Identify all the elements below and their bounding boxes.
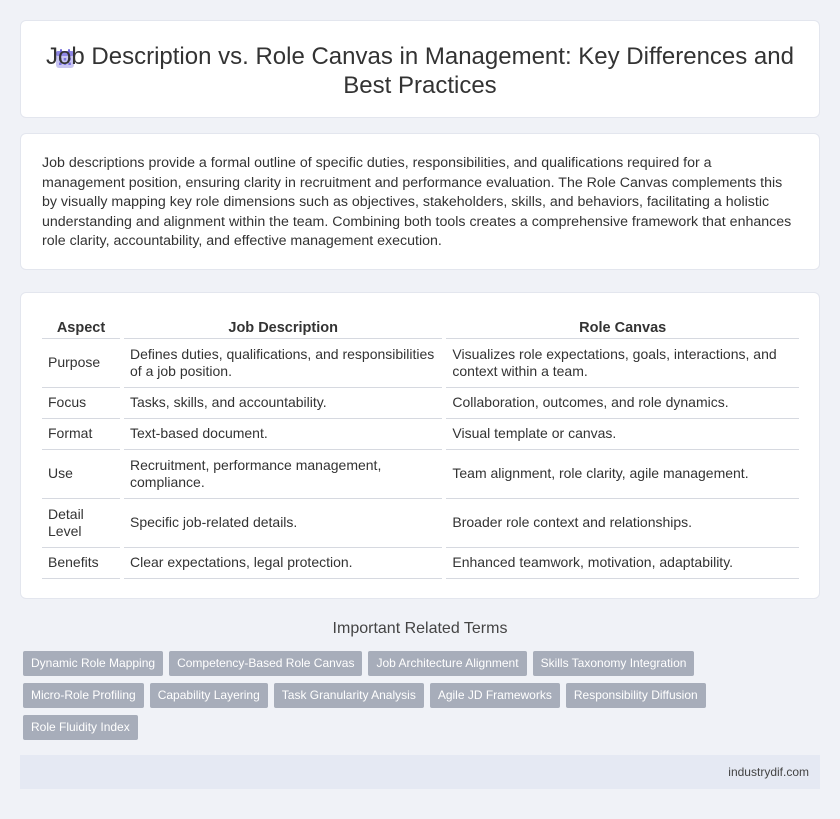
intro-paragraph: Job descriptions provide a formal outline of specific duties, responsibilities, and qualifications required for a management position, ensuring clarity in recruitment and performance evaluation. The Role Canvas complements this by visually mapping key role dimensions such as objectives, stakeholders, skills, and behaviors, facilitating a holistic understanding and alignment within the team. Combining both tools creates a comprehensive framework that enhances role clarity, accountability, and effective management execution. [42, 155, 792, 250]
title-card [20, 20, 820, 118]
table-row [42, 418, 799, 449]
cell-job-description: Defines duties, qualifications, and responsibilities of a job position. [122, 338, 444, 387]
header-aspect: Aspect [42, 314, 122, 338]
table-header-row [42, 314, 799, 338]
related-term-tag[interactable]: Skills Taxonomy Integration [533, 651, 695, 676]
cell-aspect: Focus [42, 387, 122, 418]
related-term-tag[interactable]: Responsibility Diffusion [566, 683, 706, 708]
related-term-tag[interactable]: Job Architecture Alignment [368, 651, 526, 676]
cell-aspect: Benefits [42, 547, 122, 578]
cell-role-canvas: Visualizes role expectations, goals, interactions, and context within a team. [444, 338, 799, 387]
table-row [42, 338, 799, 387]
footer-bar [20, 755, 820, 789]
cell-role-canvas: Broader role context and relationships. [444, 498, 799, 547]
table-row [42, 387, 799, 418]
related-term-tag[interactable]: Dynamic Role Mapping [23, 651, 163, 676]
cell-aspect: Detail Level [42, 498, 122, 547]
cell-job-description: Clear expectations, legal protection. [122, 547, 444, 578]
comparison-card [20, 292, 820, 599]
intro-card [20, 133, 820, 270]
cell-role-canvas: Visual template or canvas. [444, 418, 799, 449]
page-title: Job Description vs. Role Canvas in Management: Key Differences and Best Practices [46, 43, 794, 99]
related-terms-list [23, 651, 723, 740]
table-row [42, 449, 799, 498]
comparison-table [42, 314, 799, 579]
cell-role-canvas: Collaboration, outcomes, and role dynamics. [444, 387, 799, 418]
cell-aspect: Use [42, 449, 122, 498]
cell-job-description: Recruitment, performance management, compliance. [122, 449, 444, 498]
related-term-tag[interactable]: Capability Layering [150, 683, 268, 708]
related-term-tag[interactable]: Competency-Based Role Canvas [169, 651, 362, 676]
related-terms-heading: Important Related Terms [332, 620, 508, 637]
header-job-description: Job Description [122, 314, 444, 338]
cell-aspect: Purpose [42, 338, 122, 387]
table-row [42, 547, 799, 578]
cell-aspect: Format [42, 418, 122, 449]
cell-role-canvas: Team alignment, role clarity, agile management. [444, 449, 799, 498]
related-term-tag[interactable]: Task Granularity Analysis [274, 683, 424, 708]
related-term-tag[interactable]: Role Fluidity Index [23, 715, 138, 740]
cell-job-description: Text-based document. [122, 418, 444, 449]
footer-site-link[interactable]: industrydif.com [728, 765, 809, 779]
header-role-canvas: Role Canvas [444, 314, 799, 338]
cell-role-canvas: Enhanced teamwork, motivation, adaptability. [444, 547, 799, 578]
cell-job-description: Specific job-related details. [122, 498, 444, 547]
cell-job-description: Tasks, skills, and accountability. [122, 387, 444, 418]
table-row [42, 498, 799, 547]
related-term-tag[interactable]: Micro-Role Profiling [23, 683, 144, 708]
related-term-tag[interactable]: Agile JD Frameworks [430, 683, 560, 708]
